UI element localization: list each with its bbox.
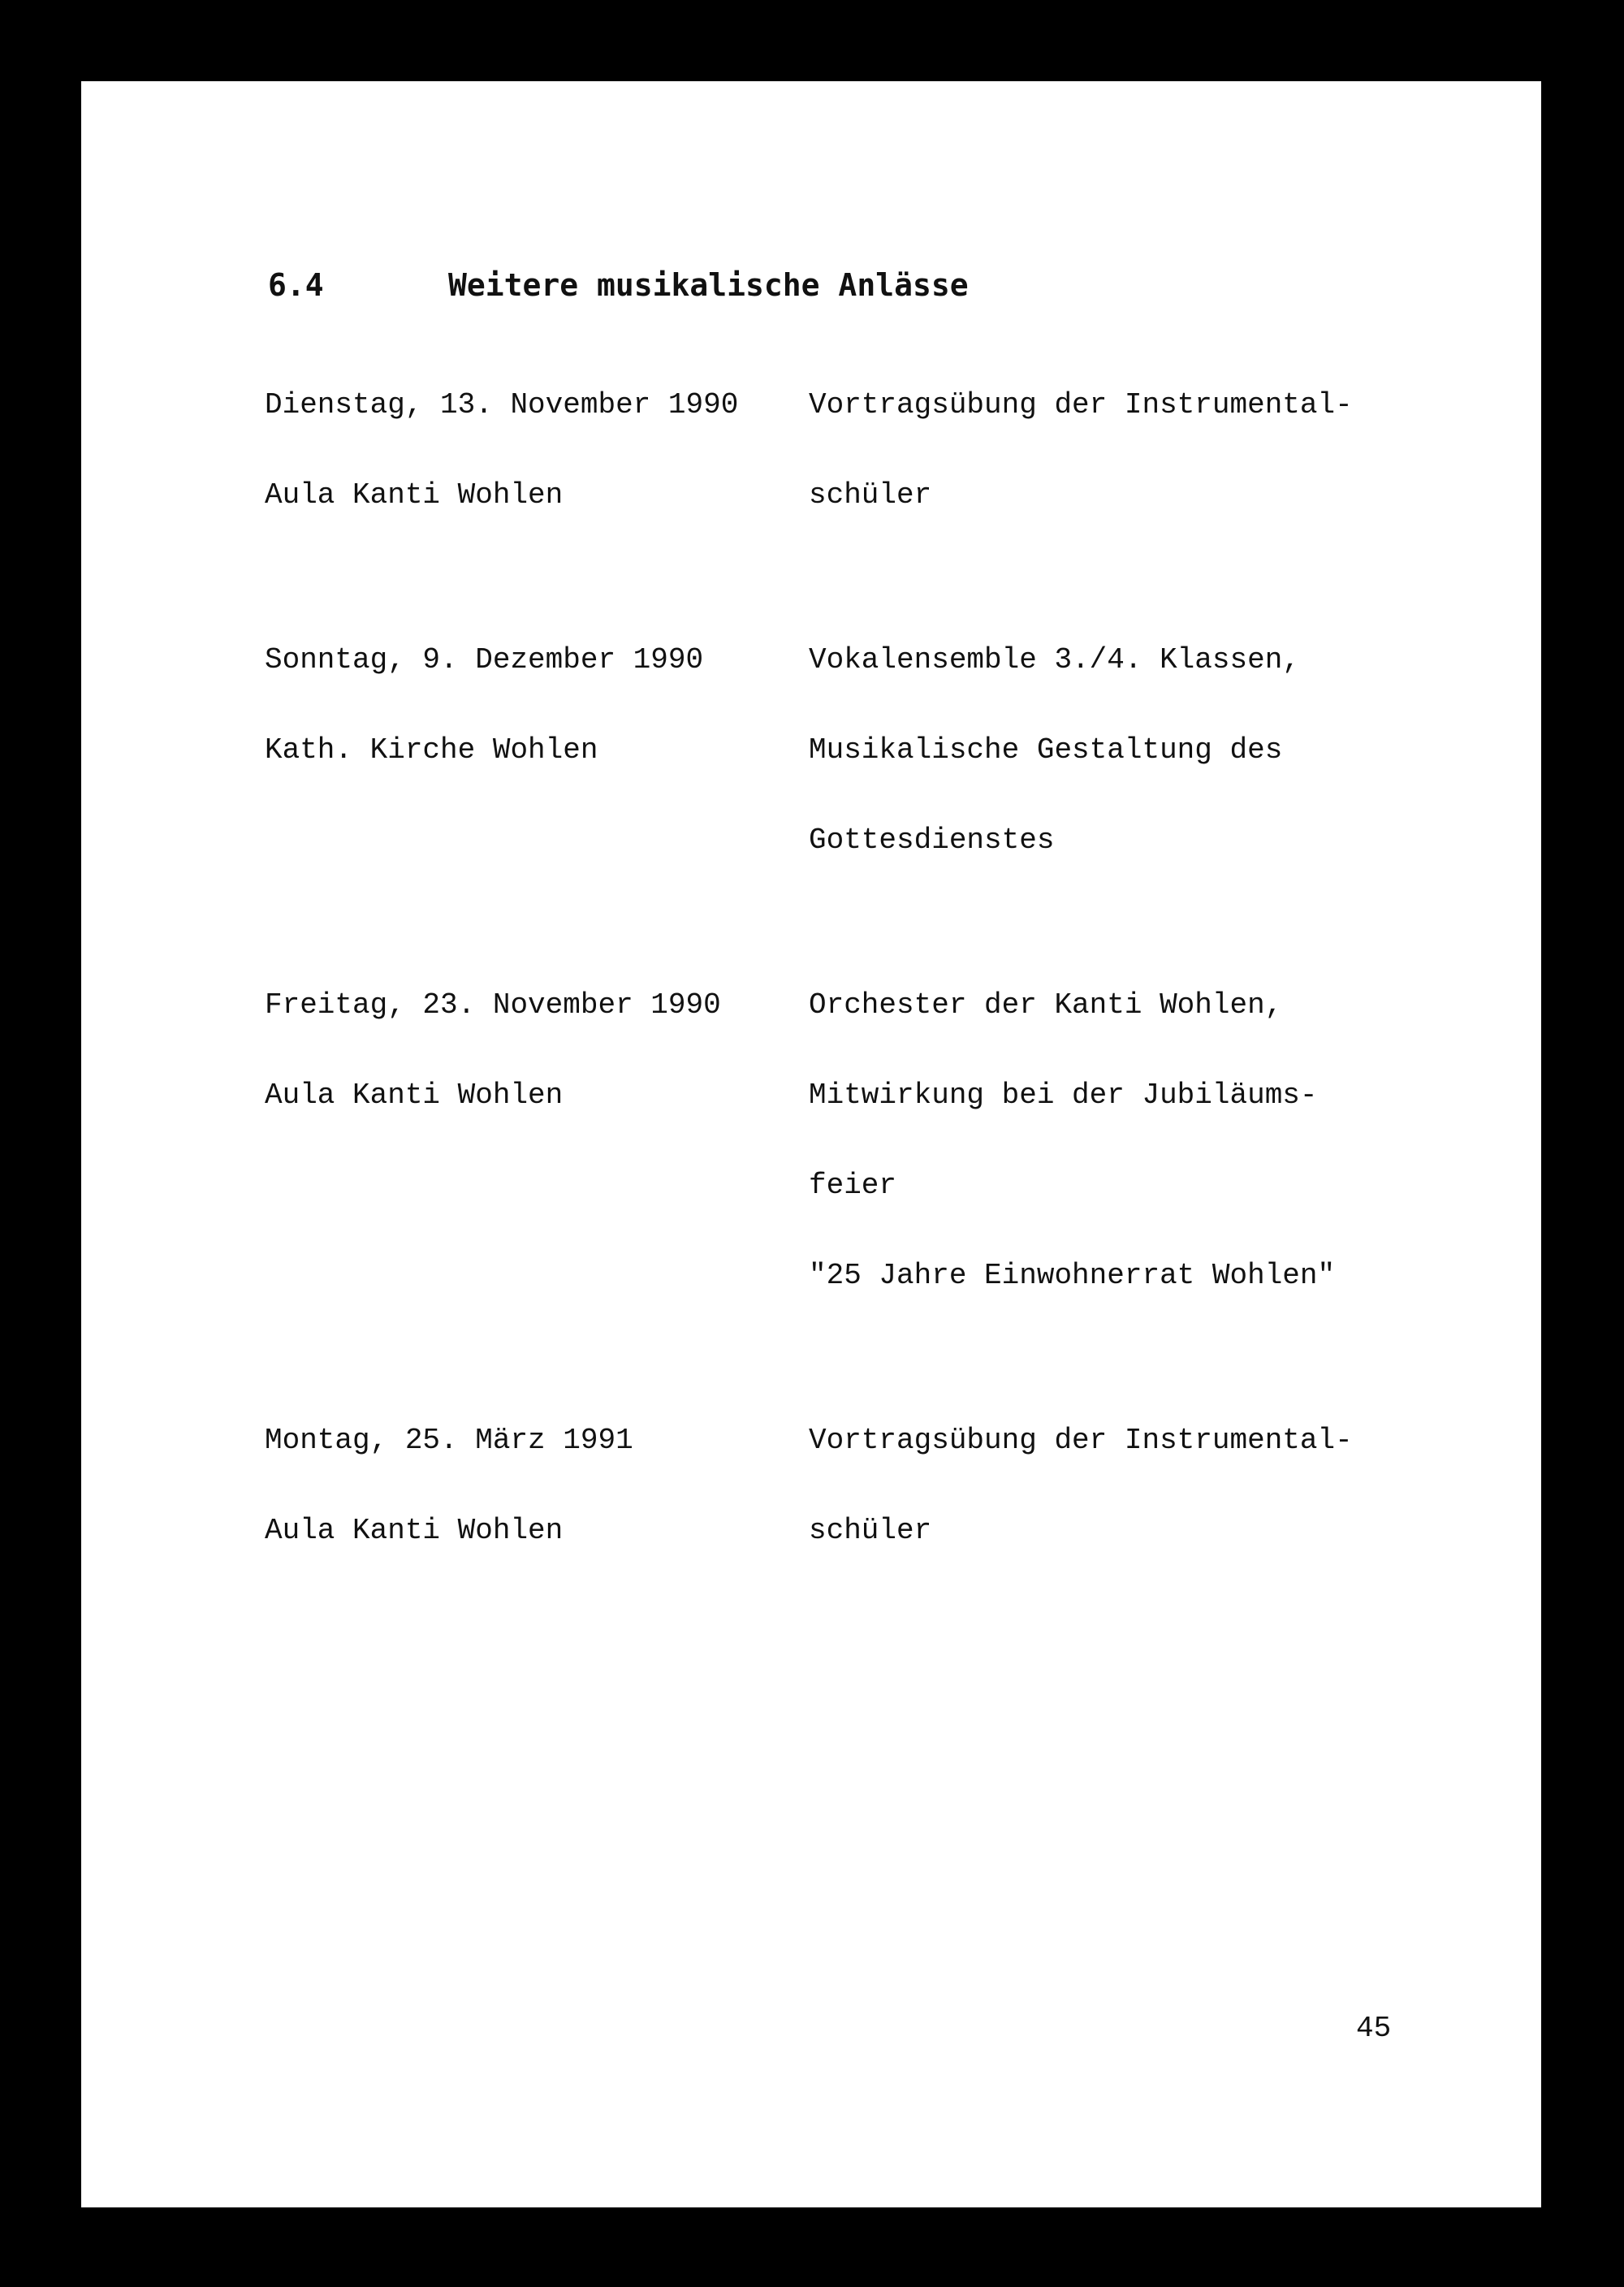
event-description (809, 585, 1458, 915)
event-description-line: Vokalensemble 3./4. Klassen, (809, 643, 1300, 677)
event-when-where (265, 585, 809, 915)
event-description-line: Vortragsübung der Instrumental- (809, 1424, 1353, 1457)
event-description-line: Vortragsübung der Instrumental- (809, 388, 1353, 422)
event-description-line: schüler (809, 478, 932, 512)
event-when-where (265, 1365, 809, 1606)
event-description (809, 1365, 1458, 1606)
event-location: Kath. Kirche Wohlen (265, 733, 598, 767)
event-description-line: Orchester der Kanti Wohlen, (809, 988, 1283, 1022)
event-description-line: feier (809, 1169, 897, 1202)
page-number: 45 (1356, 2012, 1392, 2045)
section-heading (268, 265, 1405, 305)
event-date: Sonntag, 9. Dezember 1990 (265, 643, 704, 677)
event-date: Montag, 25. März 1991 (265, 1424, 633, 1457)
section-number: 6.4 (268, 267, 324, 303)
event-entry (265, 330, 1483, 570)
event-location: Aula Kanti Wohlen (265, 1514, 564, 1547)
event-entry (265, 585, 1483, 915)
event-description-line: Gottesdienstes (809, 824, 1055, 857)
event-location: Aula Kanti Wohlen (265, 1079, 564, 1112)
event-entry (265, 1365, 1483, 1606)
event-when-where (265, 330, 809, 570)
event-description-line: Mitwirkung bei der Jubiläums- (809, 1079, 1318, 1112)
event-list (265, 330, 1483, 1620)
event-description-line: schüler (809, 1514, 932, 1547)
document-page (81, 81, 1541, 2207)
event-description (809, 330, 1458, 570)
event-description-line: "25 Jahre Einwohnerrat Wohlen" (809, 1259, 1336, 1292)
event-description-line: Musikalische Gestaltung des (809, 733, 1283, 767)
event-date: Dienstag, 13. November 1990 (265, 388, 739, 422)
event-when-where (265, 930, 809, 1351)
event-entry (265, 930, 1483, 1351)
event-date: Freitag, 23. November 1990 (265, 988, 721, 1022)
section-title: Weitere musikalische Anlässe (448, 267, 969, 303)
event-description (809, 930, 1458, 1351)
event-location: Aula Kanti Wohlen (265, 478, 564, 512)
